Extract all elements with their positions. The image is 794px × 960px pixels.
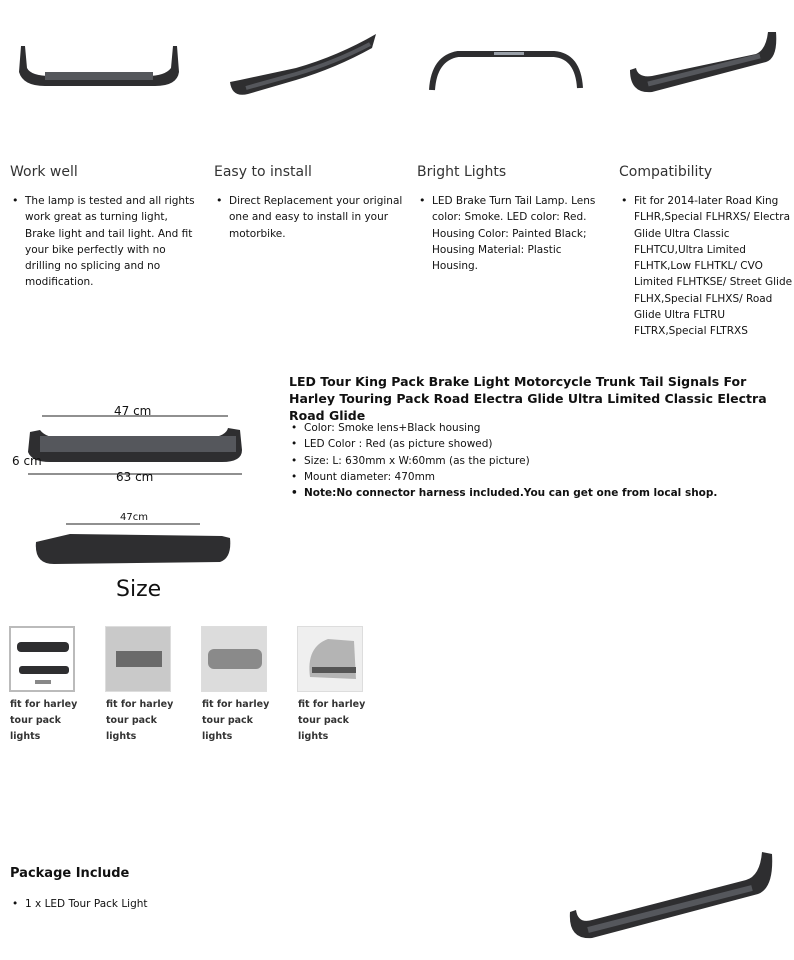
dimension-bottom-width: 47cm	[120, 512, 148, 523]
feature-bullet: • LED Brake Turn Tail Lamp. Lens color: Smoke. LED color: Red. Housing Color: Painted Black; Housing Material: Plastic Housing.	[417, 193, 607, 274]
feature-work-well	[10, 164, 200, 291]
feature-title: Bright Lights	[417, 164, 507, 180]
thumbnail-caption: fit for harley tour pack lights	[298, 699, 366, 742]
feature-title: Compatibility	[619, 164, 713, 180]
thumbnail-2[interactable]	[105, 626, 171, 692]
dimension-top-width: 47 cm	[114, 404, 152, 418]
package-product-image	[566, 848, 778, 948]
package-item: • 1 x LED Tour Pack Light	[10, 896, 148, 912]
thumbnail-3[interactable]	[201, 626, 267, 692]
feature-bullet: • Direct Replacement your original one and easy to install in your motorbike.	[214, 193, 404, 242]
product-image-top	[428, 42, 586, 98]
dimension-height: 6 cm	[12, 454, 42, 468]
spec-item: • Mount diameter: 470mm	[289, 469, 789, 485]
spec-list	[289, 420, 789, 501]
thumbnail-1[interactable]	[9, 626, 75, 692]
thumbnail-caption: fit for harley tour pack lights	[106, 699, 174, 742]
feature-bullet: • Fit for 2014-later Road King FLHR,Special FLHRXS/ Electra Glide Ultra Classic FLHTCU,Ultra Limited FLHTK,Low FLHTKL/ CVO Limited FLHTKSE/ Street Glide FLHX,Special FLHXS/ Road Glide Ultra FLTRU FLTRX,Special FLTRXS	[619, 193, 794, 340]
product-image-front	[15, 42, 183, 92]
spec-note: • Note:No connector harness included.You can get one from local shop.	[289, 485, 789, 501]
spec-item: • LED Color : Red (as picture showed)	[289, 436, 789, 452]
feature-bullet: • The lamp is tested and all rights work great as turning light, Brake light and tail light. And fit your bike perfectly with no drilling no splicing and no modification.	[10, 193, 200, 291]
feature-bright-lights	[417, 164, 607, 274]
feature-easy-install	[214, 164, 404, 242]
package-title: Package Include	[10, 866, 130, 881]
dimension-length: 63 cm	[116, 470, 154, 484]
product-title: LED Tour King Pack Brake Light Motorcycle Trunk Tail Signals For Harley Touring Pack Road Electra Glide Ultra Limited Classic Electra Road Glide	[289, 374, 767, 423]
spec-item: • Color: Smoke lens+Black housing	[289, 420, 789, 436]
product-image-side	[626, 28, 782, 98]
thumbnail-caption: fit for harley tour pack lights	[10, 699, 78, 742]
product-image-angle	[226, 28, 380, 102]
thumbnail-4[interactable]	[297, 626, 363, 692]
size-diagram-image-2	[30, 514, 234, 574]
feature-compatibility	[619, 164, 794, 340]
size-label: Size	[116, 577, 162, 602]
feature-title: Easy to install	[214, 164, 312, 180]
feature-title: Work well	[10, 164, 78, 180]
spec-item: • Size: L: 630mm x W:60mm (as the picture)	[289, 453, 789, 469]
package-list	[10, 896, 148, 912]
thumbnail-caption: fit for harley tour pack lights	[202, 699, 270, 742]
